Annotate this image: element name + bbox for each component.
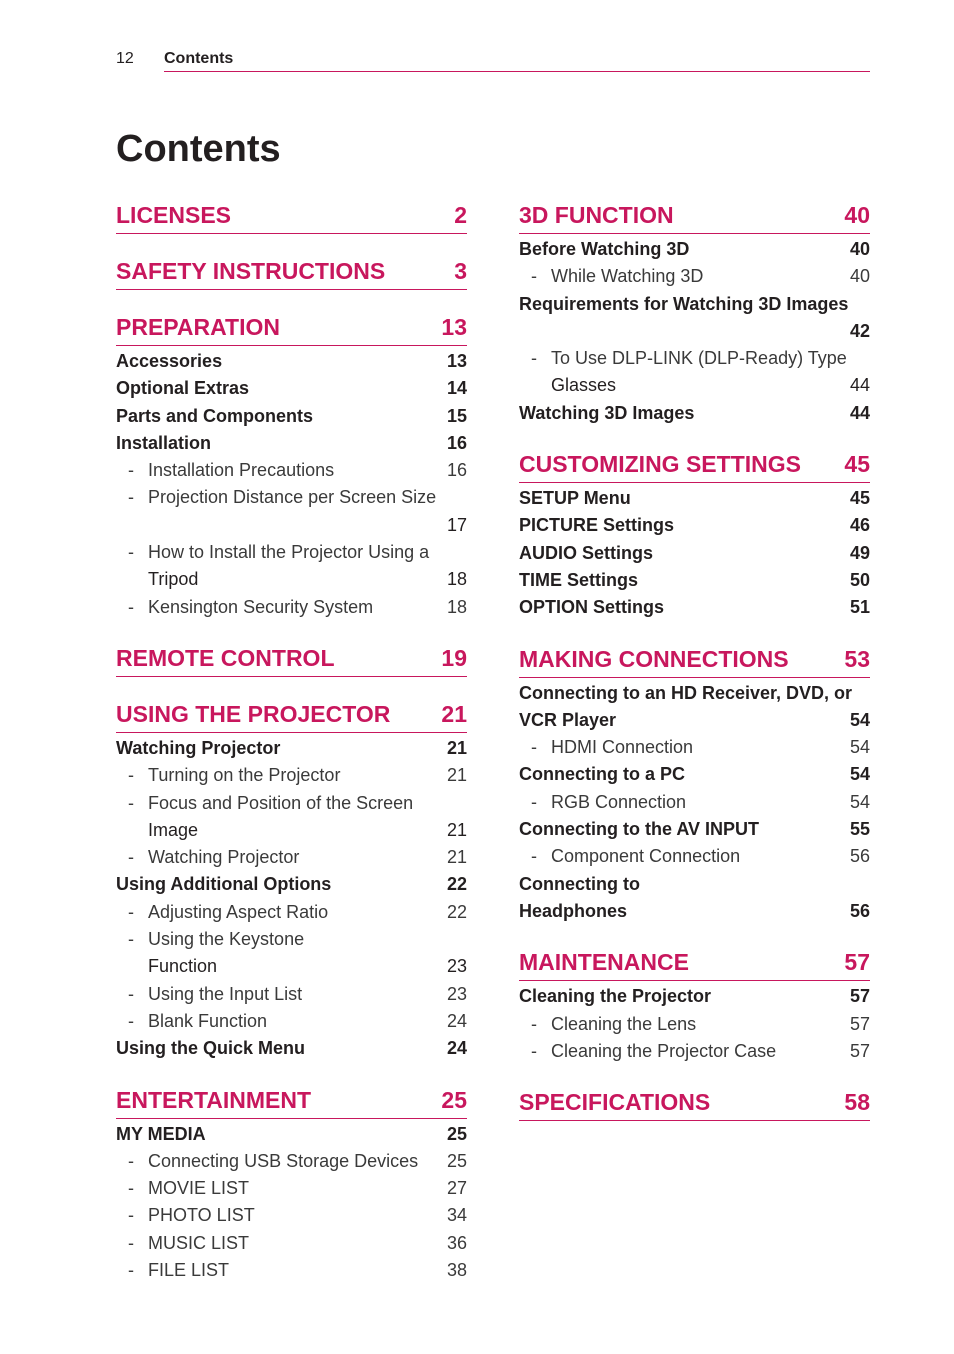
toc-page-number: 50 — [849, 569, 870, 590]
toc-section-preparation[interactable] — [116, 312, 467, 346]
toc-subentry-continued[interactable] — [519, 372, 870, 399]
toc-entry[interactable] — [116, 348, 467, 375]
header-rule — [164, 71, 870, 72]
toc-entry-title: Parts and Components — [116, 405, 314, 426]
toc-page-number: 34 — [446, 1205, 467, 1226]
toc-entry[interactable] — [519, 236, 870, 263]
toc-left-column — [116, 200, 467, 1284]
toc-entry[interactable] — [116, 403, 467, 430]
toc-entry-title: - Connecting USB Storage Devices — [148, 1150, 419, 1171]
toc-subentry[interactable] — [116, 926, 467, 953]
toc-page-number: 19 — [441, 644, 467, 671]
toc-entry[interactable] — [116, 871, 467, 898]
toc-entry[interactable] — [519, 594, 870, 621]
toc-subentry[interactable] — [116, 844, 467, 871]
toc-page-number: 57 — [849, 1013, 870, 1034]
toc-section-using-the-projector[interactable] — [116, 699, 467, 733]
toc-subentry[interactable] — [519, 1038, 870, 1065]
toc-page-number: 21 — [446, 737, 467, 758]
toc-page-number: 13 — [441, 314, 467, 340]
toc-entry-title: MY MEDIA — [116, 1123, 206, 1144]
toc-entry-title: LICENSES — [116, 202, 232, 228]
toc-entry[interactable] — [519, 512, 870, 539]
toc-page-number: 23 — [446, 956, 467, 977]
toc-entry-title: Connecting to an HD Receiver, DVD, or — [519, 682, 853, 703]
toc-page-number: 45 — [849, 488, 870, 509]
toc-entry[interactable] — [116, 1121, 467, 1148]
page-number: 12 — [116, 50, 134, 67]
toc-entry[interactable] — [519, 291, 870, 318]
toc-subentry[interactable] — [116, 1008, 467, 1035]
toc-page-number: 42 — [849, 320, 870, 341]
toc-entry-title: - Installation Precautions — [148, 460, 335, 481]
toc-entry-title: - Watching Projector — [148, 847, 300, 868]
toc-page-number: 25 — [446, 1123, 467, 1144]
toc-entry-title: SAFETY INSTRUCTIONS — [116, 258, 386, 284]
toc-entry-title: Accessories — [116, 351, 223, 371]
toc-page-number: 15 — [446, 405, 467, 426]
toc-entry-title: USING THE PROJECTOR — [116, 700, 391, 727]
toc-page-number: 44 — [849, 402, 870, 423]
toc-section-3d-function[interactable] — [519, 200, 870, 234]
toc-page-number: 49 — [849, 542, 870, 563]
toc-page-number: 57 — [849, 1040, 870, 1061]
toc-page-number: 21 — [446, 847, 467, 868]
toc-entry[interactable] — [519, 485, 870, 512]
toc-entry[interactable] — [519, 400, 870, 427]
toc-page-number: 54 — [849, 737, 870, 758]
toc-entry-title: ENTERTAINMENT — [116, 1086, 312, 1113]
toc-entry-title: Installation — [116, 432, 212, 453]
toc-subentry[interactable] — [519, 789, 870, 816]
toc-entry-title: Watching 3D Images — [519, 402, 695, 423]
toc-entry[interactable] — [116, 430, 467, 457]
toc-page-number: 44 — [849, 375, 870, 396]
toc-section-licenses[interactable] — [116, 200, 467, 234]
toc-page-number: 36 — [446, 1232, 467, 1253]
toc-entry-title: Requirements for Watching 3D Images — [519, 293, 849, 314]
toc-subentry[interactable] — [116, 762, 467, 789]
toc-entry-title: Cleaning the Projector — [519, 986, 712, 1007]
toc-subentry-continued[interactable] — [116, 512, 467, 539]
toc-entry[interactable] — [519, 761, 870, 788]
toc-section-specifications[interactable] — [519, 1087, 870, 1121]
toc-page-number: 21 — [441, 700, 467, 727]
toc-page-number: 54 — [849, 764, 870, 785]
toc-page-number: 22 — [446, 901, 467, 922]
toc-entry[interactable] — [116, 735, 467, 762]
toc-page-number: 57 — [849, 986, 870, 1007]
toc-subentry[interactable] — [116, 539, 467, 566]
toc-subentry[interactable] — [116, 790, 467, 817]
toc-subentry[interactable] — [519, 734, 870, 761]
toc-section-entertainment[interactable] — [116, 1085, 467, 1119]
toc-entry-title: MAKING CONNECTIONS — [519, 645, 789, 672]
toc-entry[interactable] — [519, 540, 870, 567]
toc-entry-title: - Blank Function — [148, 1010, 268, 1031]
toc-section-remote-control[interactable] — [116, 643, 467, 677]
toc-entry-title: Connecting to — [519, 873, 640, 894]
toc-entry-title: - PHOTO LIST — [148, 1205, 255, 1226]
toc-section-maintenance[interactable] — [519, 947, 870, 981]
toc-entry-title: OPTION Settings — [519, 597, 665, 618]
toc-subentry[interactable] — [116, 1230, 467, 1257]
toc-page-number: 40 — [849, 239, 870, 259]
toc-entry-title: - RGB Connection — [551, 791, 687, 812]
toc-entry-title: Tripod — [148, 569, 199, 590]
toc-entry[interactable] — [519, 707, 870, 734]
toc-entry-title: - FILE LIST — [148, 1260, 230, 1281]
toc-page-number: 25 — [441, 1086, 467, 1113]
toc-entry-title: Image — [148, 819, 199, 840]
toc-entry-title: - Using the Input List — [148, 983, 303, 1004]
toc-subentry[interactable] — [116, 1175, 467, 1202]
toc-page-number: 24 — [446, 1038, 467, 1059]
toc-entry-title: - MUSIC LIST — [148, 1232, 250, 1253]
toc-section-safety-instructions[interactable] — [116, 256, 467, 290]
toc-page-number: 24 — [446, 1010, 467, 1031]
toc-page-number: 55 — [849, 819, 870, 840]
toc-entry-title: Using Additional Options — [116, 874, 332, 895]
toc-entry-title: CUSTOMIZING SETTINGS — [519, 451, 801, 478]
toc-page-number: 40 — [849, 266, 870, 287]
toc-entry-title: - Cleaning the Projector Case — [551, 1040, 777, 1061]
toc-page-number: 58 — [844, 1089, 870, 1116]
toc-entry[interactable] — [519, 816, 870, 843]
toc-entry-title: MAINTENANCE — [519, 949, 689, 976]
toc-subentry[interactable] — [519, 263, 870, 290]
toc-entry-title: - Adjusting Aspect Ratio — [148, 901, 329, 922]
toc-entry-title: - HDMI Connection — [551, 737, 694, 758]
toc-entry-title: Before Watching 3D — [519, 239, 690, 259]
toc-entry-title: - While Watching 3D — [551, 266, 704, 287]
toc-page-number: 45 — [844, 451, 870, 478]
toc-subentry[interactable] — [116, 484, 467, 511]
toc-subentry[interactable] — [116, 981, 467, 1008]
toc-entry-title: - Turning on the Projector — [148, 765, 341, 786]
toc-page-number: 16 — [446, 432, 467, 453]
toc-entry[interactable] — [116, 1035, 467, 1062]
toc-entry-title: - Cleaning the Lens — [551, 1013, 697, 1034]
toc-entry-title: - Component Connection — [551, 846, 741, 867]
toc-entry-title: VCR Player — [519, 709, 617, 730]
toc-entry[interactable] — [519, 871, 870, 898]
toc-page-number: 25 — [446, 1150, 467, 1171]
toc-entry-title: Function — [148, 956, 218, 977]
toc-subentry[interactable] — [116, 1148, 467, 1175]
toc-entry-title: 3D FUNCTION — [519, 202, 674, 228]
toc-entry-title: TIME Settings — [519, 569, 639, 590]
toc-entry-title: - How to Install the Projector Using a — [148, 542, 430, 563]
toc-entry[interactable] — [519, 983, 870, 1010]
toc-entry-title: PREPARATION — [116, 314, 280, 340]
running-header: Contents — [164, 50, 234, 67]
toc-entry-title: PICTURE Settings — [519, 515, 675, 536]
toc-entry-title: Headphones — [519, 900, 628, 921]
toc-page-number: 13 — [446, 351, 467, 371]
toc-right-column — [519, 200, 870, 1123]
toc-page-number: 21 — [446, 765, 467, 786]
toc-page-number: 21 — [446, 819, 467, 840]
toc-entry[interactable] — [519, 567, 870, 594]
toc-entry-title: Connecting to a PC — [519, 764, 685, 785]
toc-entry-title: Optional Extras — [116, 378, 250, 399]
toc-entry[interactable] — [519, 680, 870, 707]
toc-entry-title: Watching Projector — [116, 737, 281, 758]
toc-page-number: 2 — [454, 202, 467, 228]
toc-page-number: 14 — [446, 378, 467, 399]
toc-subentry[interactable] — [116, 457, 467, 484]
toc-section-customizing-settings[interactable] — [519, 449, 870, 483]
toc-page-number: 27 — [446, 1178, 467, 1199]
toc-entry-title: - Using the Keystone — [148, 929, 305, 950]
toc-subentry[interactable] — [116, 1257, 467, 1284]
toc-page-number: 3 — [454, 258, 467, 284]
toc-entry-title: REMOTE CONTROL — [116, 644, 335, 671]
toc-page-number: 18 — [446, 569, 467, 590]
toc-entry-title: - Projection Distance per Screen Size — [148, 487, 437, 508]
toc-page-number: 56 — [849, 846, 870, 867]
toc-entry-title: - Focus and Position of the Screen — [148, 792, 414, 813]
toc-subentry-continued[interactable] — [116, 953, 467, 980]
toc-page-number: 38 — [446, 1260, 467, 1281]
toc-subentry-continued[interactable] — [116, 566, 467, 593]
toc-page-number: 46 — [849, 515, 870, 536]
toc-page-number: 53 — [844, 645, 870, 672]
toc-subentry[interactable] — [116, 1202, 467, 1229]
toc-page-number: 16 — [446, 460, 467, 481]
toc-entry-title: Using the Quick Menu — [116, 1038, 306, 1059]
toc-entry-title: - Kensington Security System — [148, 596, 374, 617]
page-title: Contents — [116, 128, 281, 170]
toc-page-number: 17 — [446, 514, 467, 535]
toc-entry-title: SPECIFICATIONS — [519, 1089, 711, 1116]
toc-subentry[interactable] — [519, 345, 870, 372]
toc-entry-title: - MOVIE LIST — [148, 1178, 250, 1199]
toc-page-number: 56 — [849, 900, 870, 921]
toc-entry-continued[interactable] — [519, 318, 870, 345]
toc-subentry[interactable] — [116, 594, 467, 621]
toc-entry-title: Connecting to the AV INPUT — [519, 819, 759, 840]
toc-entry[interactable] — [116, 375, 467, 402]
toc-page-number: 54 — [849, 791, 870, 812]
toc-page-number: 22 — [446, 874, 467, 895]
toc-page-number: 51 — [849, 597, 870, 618]
toc-subentry[interactable] — [519, 1011, 870, 1038]
toc-entry-title: Glasses — [551, 375, 617, 396]
toc-entry-title: SETUP Menu — [519, 488, 631, 509]
toc-page-number: 18 — [446, 596, 467, 617]
toc-entry[interactable] — [519, 898, 870, 925]
toc-entry-title: - To Use DLP-LINK (DLP-Ready) Type — [551, 348, 847, 369]
toc-page-number: 57 — [844, 949, 870, 976]
toc-subentry-continued[interactable] — [116, 817, 467, 844]
toc-entry-title: AUDIO Settings — [519, 542, 654, 563]
toc-page-number: 40 — [844, 202, 870, 228]
toc-section-making-connections[interactable] — [519, 644, 870, 678]
toc-subentry[interactable] — [116, 899, 467, 926]
toc-subentry[interactable] — [519, 843, 870, 870]
toc-page-number: 23 — [446, 983, 467, 1004]
toc-page-number: 54 — [849, 709, 870, 730]
